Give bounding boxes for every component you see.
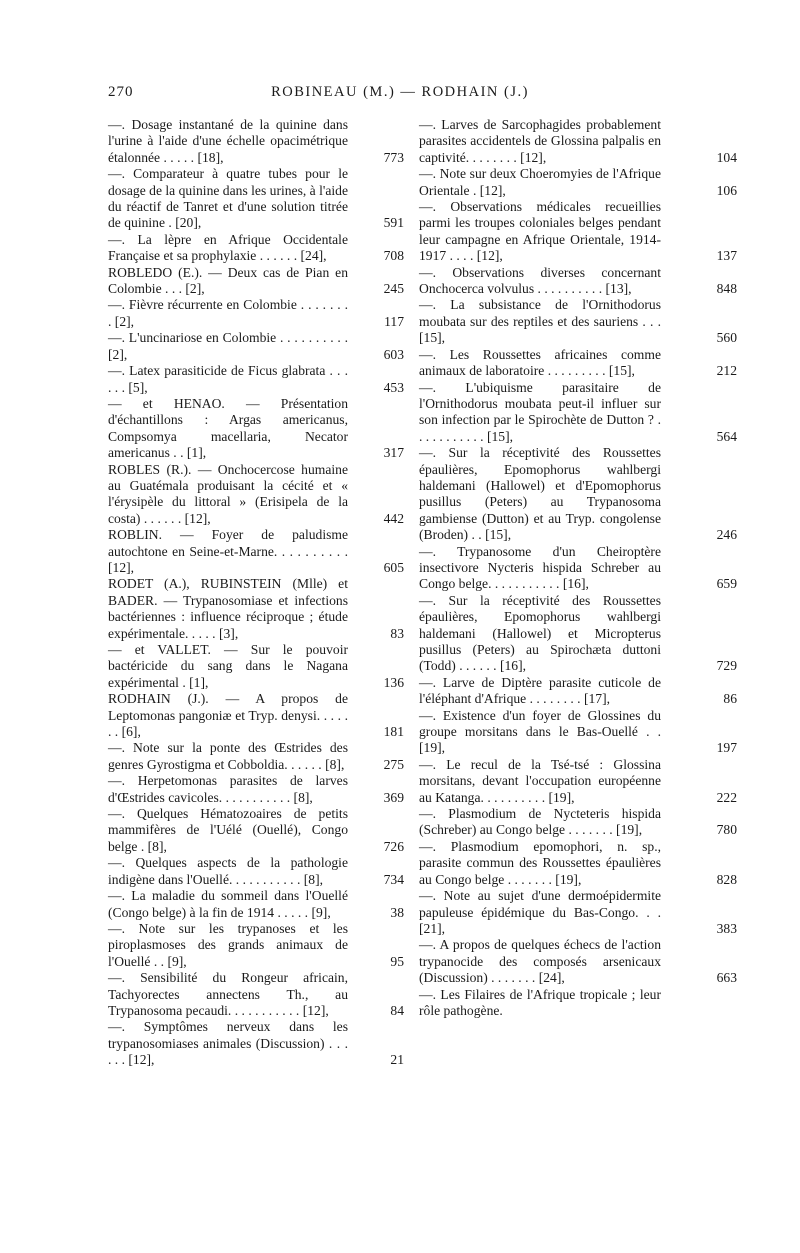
left-column — [108, 117, 404, 1069]
index-entry — [108, 527, 404, 576]
entry-page-number: 136 — [383, 674, 404, 690]
entry-page-number: 181 — [383, 724, 404, 740]
page-header — [0, 84, 800, 108]
entry-text: —. Sur la réceptivité des Roussettes épaulières, Epomophorus wahlbergi haldemani (Hallowel) et d'Epomophorus pusillus (Peters) au Trypanosoma gambiense (Dutton) et au Tryp. congolense (Broden) . . [15], — [419, 445, 661, 543]
entry-page-number: 383 — [716, 920, 737, 936]
entry-page-number: 828 — [716, 871, 737, 887]
entry-text: —. Quelques aspects de la pathologie indigène dans l'Ouellé. . . . . . . . . . . [8], — [108, 855, 348, 887]
entry-text: —. Plasmodium de Nycteteris hispida (Schreber) au Congo belge . . . . . . . [19], — [419, 806, 661, 838]
entry-page-number: 317 — [383, 445, 404, 461]
entry-text: RODET (A.), RUBINSTEIN (Mlle) et BADER. — Trypanosomiase et infections bactériennes : influence réciproque ; étude expérimentale. . . . . [3], — [108, 576, 348, 641]
entry-text: RODHAIN (J.). — A propos de Leptomonas pangoniæ et Tryp. denysi. . . . . . . [6], — [108, 691, 348, 740]
index-entry — [419, 838, 737, 888]
entry-text: —. Plasmodium epomophori, n. sp., parasite commun des Roussettes épaulières au Congo belge . . . . . . . [19], — [419, 838, 661, 887]
right-column — [419, 117, 737, 1019]
entry-text: —. Le recul de la Tsé-tsé : Glossina morsitans, devant l'occupation européenne au Katanga. . . . . . . . . . [19], — [419, 756, 661, 805]
entry-text: —. Sur la réceptivité des Roussettes épaulières, Epomophorus wahlbergi haldemani (Hallowel) et Micropterus pusillus (Peters) au Spirochæta duttoni (Todd) . . . . . . [16], — [419, 592, 661, 674]
entry-text: ROBLEDO (E.). — Deux cas de Pian en Colombie . . . [2], — [108, 264, 348, 297]
entry-text: —. Existence d'un foyer de Glossines du groupe morsitans dans le Bas-Ouellé . . [19], — [419, 707, 661, 756]
index-entry — [108, 691, 404, 740]
index-entry — [108, 117, 404, 166]
entry-page-number: 246 — [716, 527, 737, 543]
index-entry — [108, 1019, 404, 1068]
entry-page-number: 734 — [383, 871, 404, 887]
entry-page-number: 848 — [716, 281, 737, 297]
entry-text: —. La maladie du sommeil dans l'Ouellé (Congo belge) à la fin de 1914 . . . . . [9], — [108, 888, 348, 920]
entry-text: —. Trypanosome d'un Cheiroptère insectivore Nycteris hispida Schreber au Congo belge. . . . . . . . . . . [16], — [419, 543, 661, 592]
index-entry — [108, 921, 404, 970]
entry-page-number: 104 — [716, 149, 737, 165]
index-entry — [108, 740, 404, 773]
index-entry — [419, 756, 737, 806]
index-entry — [419, 379, 737, 446]
index-entry — [108, 773, 404, 806]
entry-page-number: 729 — [716, 658, 737, 674]
entry-page-number: 245 — [383, 281, 404, 297]
index-entry — [108, 363, 404, 396]
page-number: 270 — [108, 84, 134, 100]
entry-text: —. Larves de Sarcophagides probablement parasites accidentels de Glossina palpalis en captivité. . . . . . . . [12], — [419, 117, 661, 165]
entry-page-number: 212 — [716, 363, 737, 379]
entry-page-number: 442 — [383, 510, 404, 526]
entry-text: —. La subsistance de l'Ornithodorus moubata sur des reptiles et des sauriens . . . [15], — [419, 297, 661, 346]
entry-page-number: 95 — [390, 953, 404, 969]
entry-page-number: 726 — [383, 838, 404, 854]
entry-text: —. Note sur la ponte des Œstrides des genres Gyrostigma et Cobboldia. . . . . . [8], — [108, 740, 348, 772]
entry-page-number: 84 — [390, 1002, 404, 1018]
entry-text: —. L'ubiquisme parasitaire de l'Ornithodorus moubata peut-il influer sur son infection par le Spirochète de Dutton ? . . . . . . . . . . . [15], — [419, 379, 661, 444]
index-entry — [419, 806, 737, 839]
entry-page-number: 603 — [383, 346, 404, 362]
index-entry — [419, 707, 737, 757]
index-entry — [108, 970, 404, 1019]
index-entry — [419, 166, 737, 199]
index-entry — [108, 297, 404, 330]
entry-text: —. Observations diverses concernant Onchocerca volvulus . . . . . . . . . . [13], — [419, 264, 661, 297]
entry-text: —. Fièvre récurrente en Colombie . . . . . . . . [2], — [108, 297, 348, 329]
entry-page-number: 369 — [383, 789, 404, 805]
entry-page-number: 117 — [384, 313, 404, 329]
entry-page-number: 197 — [716, 740, 737, 756]
entry-page-number: 659 — [716, 576, 737, 592]
entry-text: —. Note sur les trypanoses et les piroplasmoses des grands animaux de l'Ouellé . . [9], — [108, 920, 348, 969]
entry-text: —. A propos de quelques échecs de l'action trypanocide des composés arsenicaux (Discussion) . . . . . . . [24], — [419, 937, 661, 986]
index-entry — [108, 166, 404, 232]
entry-page-number: 222 — [716, 789, 737, 805]
entry-text: —. Herpetomonas parasites de larves d'Œstrides cavicoles. . . . . . . . . . . [8], — [108, 773, 348, 805]
entry-page-number: 21 — [390, 1052, 404, 1068]
index-entry — [419, 445, 737, 543]
entry-text: —. Comparateur à quatre tubes pour le dosage de la quinine dans les urines, à l'aide du réactif de Tanret et d'une solution titrée de quinine . [20], — [108, 166, 348, 231]
index-entry — [108, 232, 404, 265]
entry-text: —. Note au sujet d'une dermoépidermite papuleuse épidémique du Bas-Congo. . . [21], — [419, 888, 661, 936]
index-entry — [419, 117, 737, 166]
entry-text: —. Larve de Diptère parasite cuticole de l'éléphant d'Afrique . . . . . . . . [17], — [419, 674, 661, 707]
entry-text: —. Les Filaires de l'Afrique tropicale ; leur rôle pathogène. — [419, 986, 661, 1018]
entry-page-number: 663 — [716, 970, 737, 986]
entry-text: —. Symptômes nerveux dans les trypanosomiases animales (Discussion) . . . . . . [12], — [108, 1019, 348, 1068]
entry-page-number: 564 — [716, 428, 737, 444]
entry-text: —. Les Roussettes africaines comme animaux de laboratoire . . . . . . . . . [15], — [419, 346, 661, 379]
index-entry — [108, 330, 404, 363]
entry-page-number: 86 — [723, 691, 737, 707]
index-entry — [108, 806, 404, 855]
entry-text: — et VALLET. — Sur le pouvoir bactéricide du sang dans le Nagana expérimental . [1], — [108, 642, 348, 690]
running-title: ROBINEAU (M.) — RODHAIN (J.) — [271, 84, 529, 100]
entry-page-number: 453 — [383, 379, 404, 395]
index-entry — [419, 264, 737, 298]
index-entry — [108, 855, 404, 888]
entry-text: —. La lèpre en Afrique Occidentale Française et sa prophylaxie . . . . . . [24], — [108, 231, 348, 264]
entry-text: — et HENAO. — Présentation d'échantillons : Argas americanus, Compsomya macellaria, Necator americanus . . [1], — [108, 395, 348, 461]
index-entry — [419, 592, 737, 675]
index-entry — [419, 937, 737, 986]
entry-text: —. L'uncinariose en Colombie . . . . . . . . . . [2], — [108, 330, 348, 362]
index-entry — [419, 199, 737, 265]
index-entry — [108, 396, 404, 462]
entry-text: —. Latex parasiticide de Ficus glabrata . . . . . . [5], — [108, 363, 348, 395]
index-entry — [419, 674, 737, 708]
entry-text: —. Dosage instantané de la quinine dans l'urine à l'aide d'une échelle opacimétrique étalonnée . . . . . [18], — [108, 117, 348, 165]
entry-page-number: 83 — [390, 625, 404, 641]
index-entry — [108, 888, 404, 921]
entry-page-number: 38 — [390, 904, 404, 920]
entry-page-number: 137 — [716, 248, 737, 264]
index-entry — [419, 346, 737, 380]
index-entry — [108, 576, 404, 642]
index-entry — [419, 888, 737, 937]
index-entry — [108, 462, 404, 528]
index-entry — [108, 642, 404, 691]
entry-page-number: 275 — [383, 756, 404, 772]
entry-page-number: 708 — [383, 248, 404, 264]
entry-page-number: 780 — [716, 822, 737, 838]
entry-page-number: 560 — [716, 330, 737, 346]
entry-page-number: 106 — [716, 182, 737, 198]
index-entry — [108, 265, 404, 298]
entry-text: ROBLES (R.). — Onchocercose humaine au Guatémala produisant la cécité et « l'érysipèle du littoral » (Erisipela de la costa) . . . . . . [12], — [108, 461, 348, 526]
entry-text: —. Sensibilité du Rongeur africain, Tachyorectes annectens Th., au Trypanosoma pecaudi. . . . . . . . . . . [12], — [108, 970, 348, 1018]
index-entry — [419, 297, 737, 346]
index-entry — [419, 987, 715, 1020]
entry-text: —. Observations médicales recueillies parmi les troupes coloniales belges pendant leur campagne en Afrique Orientale, 1914-1917 . . . . [12], — [419, 199, 661, 264]
entry-page-number: 605 — [383, 559, 404, 575]
entry-page-number: 591 — [383, 215, 404, 231]
entry-page-number: 773 — [383, 149, 404, 165]
entry-text: ROBLIN. — Foyer de paludisme autochtone en Seine-et-Marne. . . . . . . . . . [12], — [108, 527, 348, 575]
entry-text: —. Quelques Hématozoaires de petits mammifères de l'Uélé (Ouellé), Congo belge . [8], — [108, 806, 348, 854]
entry-text: —. Note sur deux Choeromyies de l'Afrique Orientale . [12], — [419, 166, 661, 198]
index-entry — [419, 543, 737, 593]
